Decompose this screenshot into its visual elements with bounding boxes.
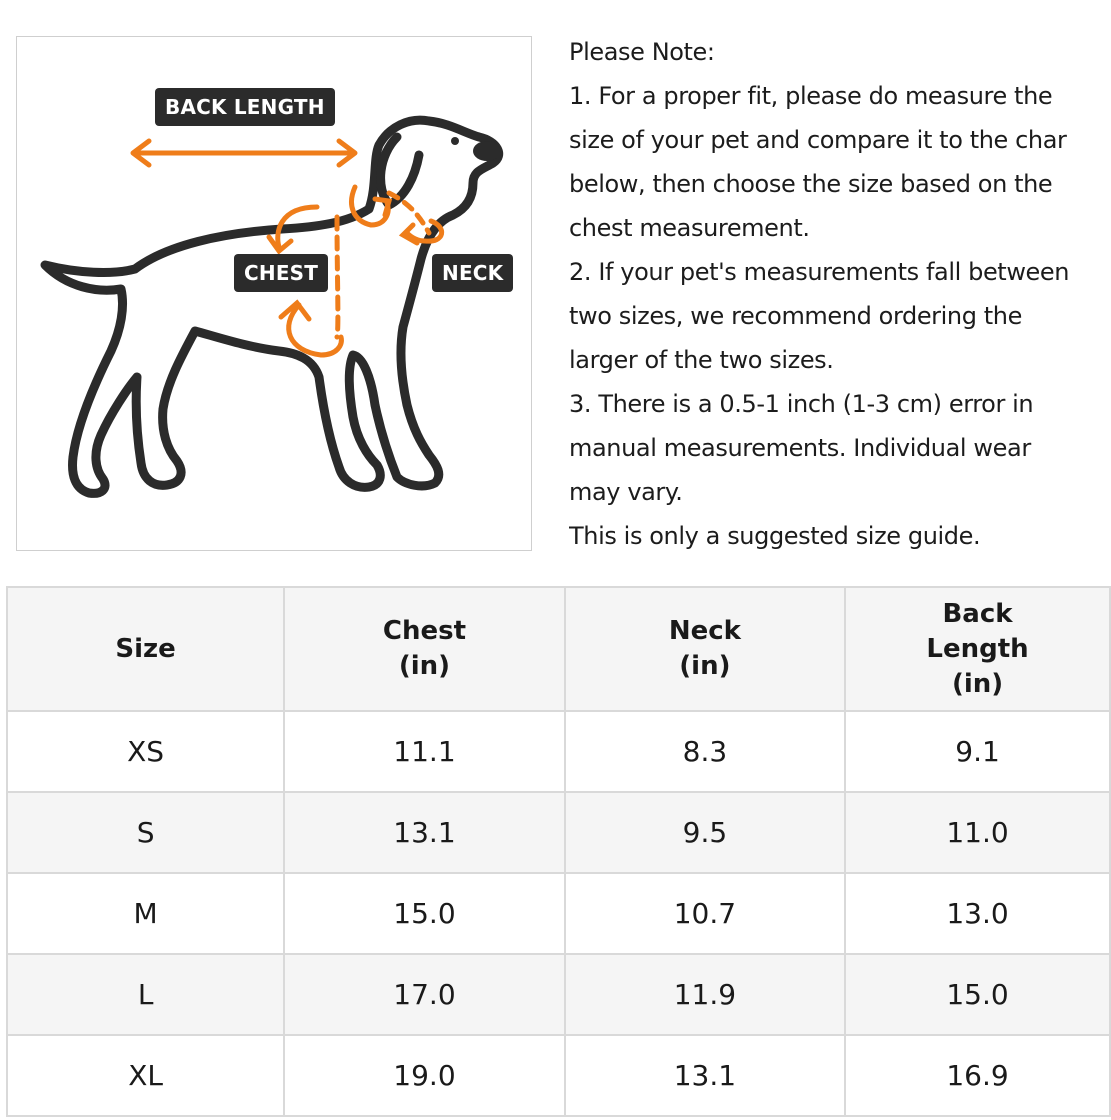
table-row — [7, 873, 1110, 954]
dog-eye — [451, 137, 459, 145]
header-neck — [565, 587, 845, 711]
cell-chest: 17.0 — [284, 954, 564, 1035]
notes-line: larger of the two sizes. — [569, 346, 834, 374]
table-row — [7, 1035, 1110, 1116]
cell-chest: 15.0 — [284, 873, 564, 954]
notes-line: below, then choose the size based on the — [569, 170, 1053, 198]
header-line: Neck — [668, 616, 741, 646]
header-back-length — [845, 587, 1110, 711]
cell-neck: 9.5 — [565, 792, 845, 873]
cell-size: XL — [7, 1035, 284, 1116]
cell-chest: 13.1 — [284, 792, 564, 873]
back-length-arrow — [133, 141, 355, 165]
neck-label: NECK — [432, 254, 513, 292]
header-chest — [284, 587, 564, 711]
notes-line: two sizes, we recommend ordering the — [569, 302, 1022, 330]
cell-back-length: 9.1 — [845, 711, 1110, 792]
cell-back-length: 16.9 — [845, 1035, 1110, 1116]
header-size — [7, 587, 284, 711]
cell-neck: 11.9 — [565, 954, 845, 1035]
size-chart-table — [6, 586, 1111, 1117]
table-row — [7, 711, 1110, 792]
cell-back-length: 15.0 — [845, 954, 1110, 1035]
chest-label: CHEST — [234, 254, 328, 292]
notes-line: chest measurement. — [569, 214, 810, 242]
notes-line: 2. If your pet's measurements fall between — [569, 258, 1070, 286]
cell-back-length: 11.0 — [845, 792, 1110, 873]
cell-size: S — [7, 792, 284, 873]
dog-nose — [473, 141, 501, 161]
notes-line: 3. There is a 0.5-1 inch (1-3 cm) error in — [569, 390, 1034, 418]
notes-line: may vary. — [569, 478, 683, 506]
measurement-diagram — [16, 36, 532, 551]
notes-line: This is only a suggested size guide. — [569, 522, 981, 550]
table-row — [7, 954, 1110, 1035]
notes-line: manual measurements. Individual wear — [569, 434, 1031, 462]
header-line: Back — [942, 598, 1013, 629]
cell-chest: 11.1 — [284, 711, 564, 792]
size-notes — [569, 30, 1109, 550]
header-line: Chest — [382, 616, 467, 646]
notes-line: 1. For a proper fit, please do measure the — [569, 82, 1053, 110]
cell-neck: 10.7 — [565, 873, 845, 954]
cell-size: M — [7, 873, 284, 954]
header-line: (in) — [951, 668, 1004, 699]
header-line: (in) — [679, 651, 731, 681]
header-line: Size — [115, 633, 176, 664]
cell-neck: 8.3 — [565, 711, 845, 792]
notes-line: size of your pet and compare it to the char — [569, 126, 1067, 154]
back-length-label: BACK LENGTH — [155, 88, 335, 126]
notes-heading: Please Note: — [569, 38, 715, 66]
table-header-row — [7, 587, 1110, 711]
cell-neck: 13.1 — [565, 1035, 845, 1116]
header-line: Length — [926, 633, 1029, 664]
header-line: (in) — [398, 651, 451, 681]
cell-chest: 19.0 — [284, 1035, 564, 1116]
table-row — [7, 792, 1110, 873]
cell-size: L — [7, 954, 284, 1035]
cell-size: XS — [7, 711, 284, 792]
cell-back-length: 13.0 — [845, 873, 1110, 954]
